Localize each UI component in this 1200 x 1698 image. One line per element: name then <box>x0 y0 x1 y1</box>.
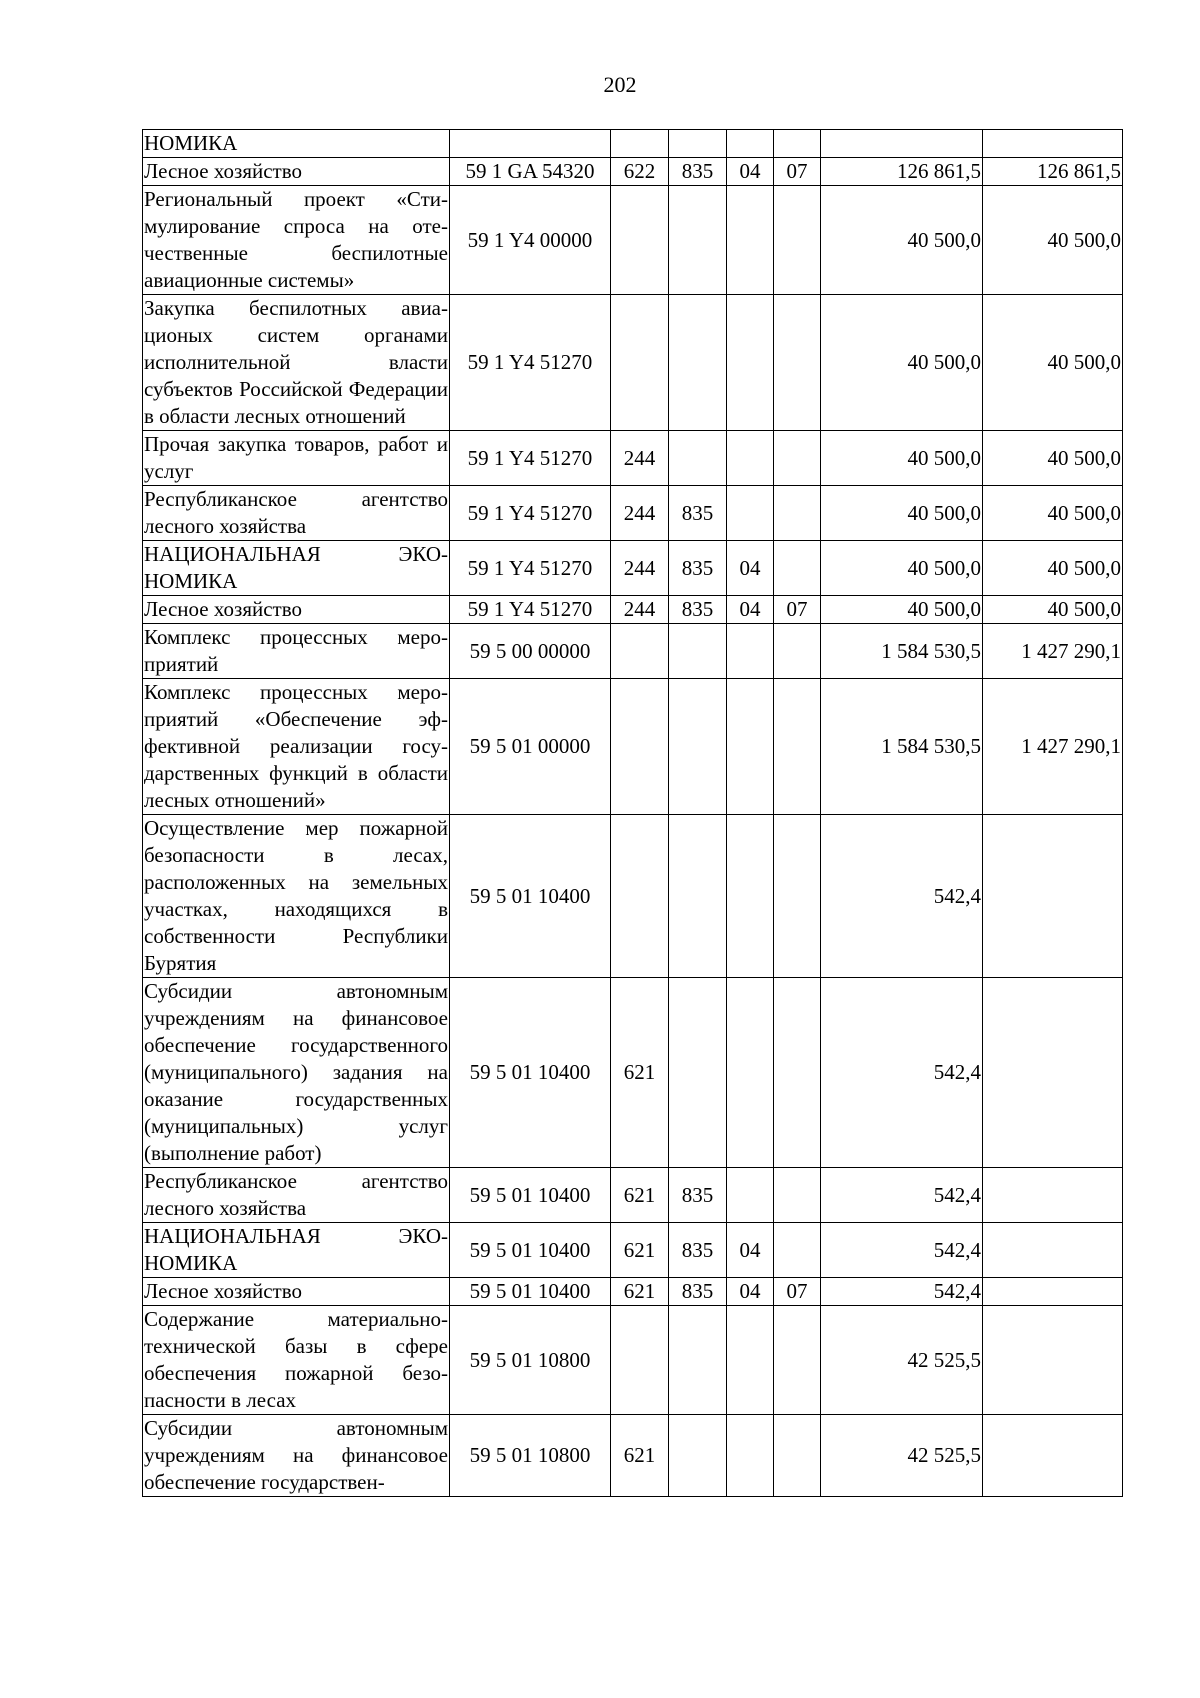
table-row <box>143 624 1123 679</box>
expense-type-cell <box>611 815 669 978</box>
amount-year1-cell: 42 525,5 <box>821 1306 983 1415</box>
amount-year2-cell: 40 500,0 <box>983 186 1123 295</box>
expense-type-cell <box>611 679 669 815</box>
administrator-code-cell: 835 <box>669 1223 727 1278</box>
table-row <box>143 1306 1123 1415</box>
amount-year2-cell <box>983 1306 1123 1415</box>
subsection-cell <box>774 486 821 541</box>
amount-year1-cell: 42 525,5 <box>821 1415 983 1497</box>
expense-name-cell: Региональный проект «Стимулирование спроса на отечественные беспилотные авиационные системы» <box>143 186 450 295</box>
amount-year1-cell: 40 500,0 <box>821 486 983 541</box>
expense-name-cell: Комплекс процессных мероприятий «Обеспечение эффективной реализации государственных функций в области лесных отношений» <box>143 679 450 815</box>
table-row <box>143 1278 1123 1306</box>
administrator-code-cell <box>669 130 727 158</box>
subsection-cell <box>774 1415 821 1497</box>
target-article-cell: 59 5 01 10400 <box>450 815 611 978</box>
expense-type-cell: 621 <box>611 1223 669 1278</box>
administrator-code-cell: 835 <box>669 158 727 186</box>
table-row <box>143 1168 1123 1223</box>
section-cell <box>727 1168 774 1223</box>
amount-year1-cell <box>821 130 983 158</box>
page-number: 202 <box>603 72 637 97</box>
subsection-cell <box>774 815 821 978</box>
amount-year1-cell: 542,4 <box>821 1223 983 1278</box>
target-article-cell: 59 5 01 10400 <box>450 978 611 1168</box>
expense-type-cell: 244 <box>611 541 669 596</box>
expense-name-cell: Республиканское агентство лесного хозяйства <box>143 486 450 541</box>
amount-year2-cell: 1 427 290,1 <box>983 624 1123 679</box>
table-row <box>143 295 1123 431</box>
target-article-cell: 59 5 01 00000 <box>450 679 611 815</box>
expense-type-cell: 621 <box>611 1415 669 1497</box>
amount-year2-cell: 40 500,0 <box>983 431 1123 486</box>
subsection-cell <box>774 431 821 486</box>
table-row <box>143 679 1123 815</box>
subsection-cell <box>774 624 821 679</box>
subsection-cell <box>774 1306 821 1415</box>
amount-year2-cell <box>983 1223 1123 1278</box>
expense-type-cell <box>611 130 669 158</box>
subsection-cell <box>774 295 821 431</box>
subsection-cell <box>774 130 821 158</box>
table-row <box>143 978 1123 1168</box>
section-cell: 04 <box>727 158 774 186</box>
expense-name-cell: Осуществление мер пожарной безопасности в лесах, расположенных на земельных участках, находящихся в собственности Республики Бурятия <box>143 815 450 978</box>
expense-name-cell: Комплекс процессных мероприятий <box>143 624 450 679</box>
table-row <box>143 431 1123 486</box>
administrator-code-cell: 835 <box>669 541 727 596</box>
table-row <box>143 130 1123 158</box>
amount-year2-cell: 126 861,5 <box>983 158 1123 186</box>
amount-year1-cell: 40 500,0 <box>821 186 983 295</box>
administrator-code-cell <box>669 1306 727 1415</box>
administrator-code-cell <box>669 815 727 978</box>
expense-type-cell: 244 <box>611 431 669 486</box>
section-cell: 04 <box>727 1278 774 1306</box>
amount-year1-cell: 126 861,5 <box>821 158 983 186</box>
administrator-code-cell <box>669 679 727 815</box>
section-cell <box>727 431 774 486</box>
expense-name-cell: Закупка беспилотных авиационых систем органами исполнительной власти субъектов Российской Федерации в области лесных отношений <box>143 295 450 431</box>
table-row <box>143 541 1123 596</box>
target-article-cell: 59 5 00 00000 <box>450 624 611 679</box>
expense-name-cell: Содержание материально-технической базы в сфере обеспечения пожарной безопасности в лесах <box>143 1306 450 1415</box>
expense-type-cell: 621 <box>611 1278 669 1306</box>
amount-year2-cell <box>983 130 1123 158</box>
table-row <box>143 815 1123 978</box>
amount-year2-cell <box>983 978 1123 1168</box>
expense-name-cell: Субсидии автономным учреждениям на финансовое обеспечение государствен- <box>143 1415 450 1497</box>
section-cell: 04 <box>727 596 774 624</box>
table-row <box>143 596 1123 624</box>
amount-year1-cell: 40 500,0 <box>821 431 983 486</box>
administrator-code-cell: 835 <box>669 596 727 624</box>
subsection-cell: 07 <box>774 1278 821 1306</box>
target-article-cell <box>450 130 611 158</box>
target-article-cell: 59 1 Y4 51270 <box>450 486 611 541</box>
expense-type-cell <box>611 1306 669 1415</box>
expense-name-cell: НАЦИОНАЛЬНАЯ ЭКОНОМИКА <box>143 541 450 596</box>
expense-type-cell <box>611 624 669 679</box>
section-cell <box>727 295 774 431</box>
expense-name-cell: Лесное хозяйство <box>143 596 450 624</box>
administrator-code-cell <box>669 624 727 679</box>
administrator-code-cell <box>669 431 727 486</box>
amount-year2-cell <box>983 1278 1123 1306</box>
amount-year1-cell: 542,4 <box>821 1168 983 1223</box>
expense-name-cell: Республиканское агентство лесного хозяйства <box>143 1168 450 1223</box>
expense-type-cell: 621 <box>611 978 669 1168</box>
table-row <box>143 1223 1123 1278</box>
budget-table <box>142 129 1123 1497</box>
expense-type-cell: 622 <box>611 158 669 186</box>
administrator-code-cell <box>669 1415 727 1497</box>
target-article-cell: 59 1 Y4 51270 <box>450 541 611 596</box>
target-article-cell: 59 5 01 10400 <box>450 1278 611 1306</box>
amount-year2-cell: 40 500,0 <box>983 486 1123 541</box>
expense-type-cell <box>611 295 669 431</box>
budget-table-body <box>143 130 1123 1497</box>
section-cell <box>727 130 774 158</box>
target-article-cell: 59 5 01 10400 <box>450 1223 611 1278</box>
subsection-cell <box>774 186 821 295</box>
amount-year2-cell <box>983 1168 1123 1223</box>
expense-name-cell: Лесное хозяйство <box>143 158 450 186</box>
amount-year2-cell: 40 500,0 <box>983 541 1123 596</box>
amount-year2-cell: 1 427 290,1 <box>983 679 1123 815</box>
target-article-cell: 59 1 Y4 00000 <box>450 186 611 295</box>
section-cell <box>727 186 774 295</box>
subsection-cell: 07 <box>774 158 821 186</box>
target-article-cell: 59 1 Y4 51270 <box>450 295 611 431</box>
amount-year2-cell: 40 500,0 <box>983 295 1123 431</box>
amount-year1-cell: 542,4 <box>821 815 983 978</box>
subsection-cell <box>774 978 821 1168</box>
subsection-cell <box>774 541 821 596</box>
section-cell <box>727 1415 774 1497</box>
amount-year1-cell: 542,4 <box>821 1278 983 1306</box>
expense-type-cell: 244 <box>611 596 669 624</box>
amount-year1-cell: 40 500,0 <box>821 295 983 431</box>
expense-name-cell: Лесное хозяйство <box>143 1278 450 1306</box>
expense-type-cell: 244 <box>611 486 669 541</box>
table-row <box>143 186 1123 295</box>
amount-year2-cell <box>983 815 1123 978</box>
subsection-cell <box>774 1168 821 1223</box>
expense-name-cell: Субсидии автономным учреждениям на финансовое обеспечение государственного (муниципального) задания на оказание государственных (муниципальных) услуг (выполнение работ) <box>143 978 450 1168</box>
section-cell <box>727 978 774 1168</box>
administrator-code-cell: 835 <box>669 1168 727 1223</box>
section-cell <box>727 624 774 679</box>
expense-type-cell <box>611 186 669 295</box>
amount-year1-cell: 542,4 <box>821 978 983 1168</box>
administrator-code-cell: 835 <box>669 486 727 541</box>
target-article-cell: 59 1 Y4 51270 <box>450 431 611 486</box>
section-cell: 04 <box>727 541 774 596</box>
section-cell: 04 <box>727 1223 774 1278</box>
section-cell <box>727 679 774 815</box>
amount-year2-cell: 40 500,0 <box>983 596 1123 624</box>
subsection-cell <box>774 1223 821 1278</box>
target-article-cell: 59 5 01 10800 <box>450 1306 611 1415</box>
expense-name-cell: НАЦИОНАЛЬНАЯ ЭКОНОМИКА <box>143 1223 450 1278</box>
table-row <box>143 158 1123 186</box>
target-article-cell: 59 5 01 10400 <box>450 1168 611 1223</box>
amount-year1-cell: 1 584 530,5 <box>821 624 983 679</box>
administrator-code-cell <box>669 186 727 295</box>
expense-name-cell: Прочая закупка товаров, работ и услуг <box>143 431 450 486</box>
expense-type-cell: 621 <box>611 1168 669 1223</box>
amount-year1-cell: 40 500,0 <box>821 541 983 596</box>
expense-name-cell: НОМИКА <box>143 130 450 158</box>
administrator-code-cell: 835 <box>669 1278 727 1306</box>
target-article-cell: 59 1 GA 54320 <box>450 158 611 186</box>
subsection-cell: 07 <box>774 596 821 624</box>
section-cell <box>727 1306 774 1415</box>
section-cell <box>727 815 774 978</box>
section-cell <box>727 486 774 541</box>
table-row <box>143 1415 1123 1497</box>
amount-year1-cell: 1 584 530,5 <box>821 679 983 815</box>
amount-year2-cell <box>983 1415 1123 1497</box>
target-article-cell: 59 5 01 10800 <box>450 1415 611 1497</box>
administrator-code-cell <box>669 978 727 1168</box>
amount-year1-cell: 40 500,0 <box>821 596 983 624</box>
table-row <box>143 486 1123 541</box>
administrator-code-cell <box>669 295 727 431</box>
subsection-cell <box>774 679 821 815</box>
target-article-cell: 59 1 Y4 51270 <box>450 596 611 624</box>
